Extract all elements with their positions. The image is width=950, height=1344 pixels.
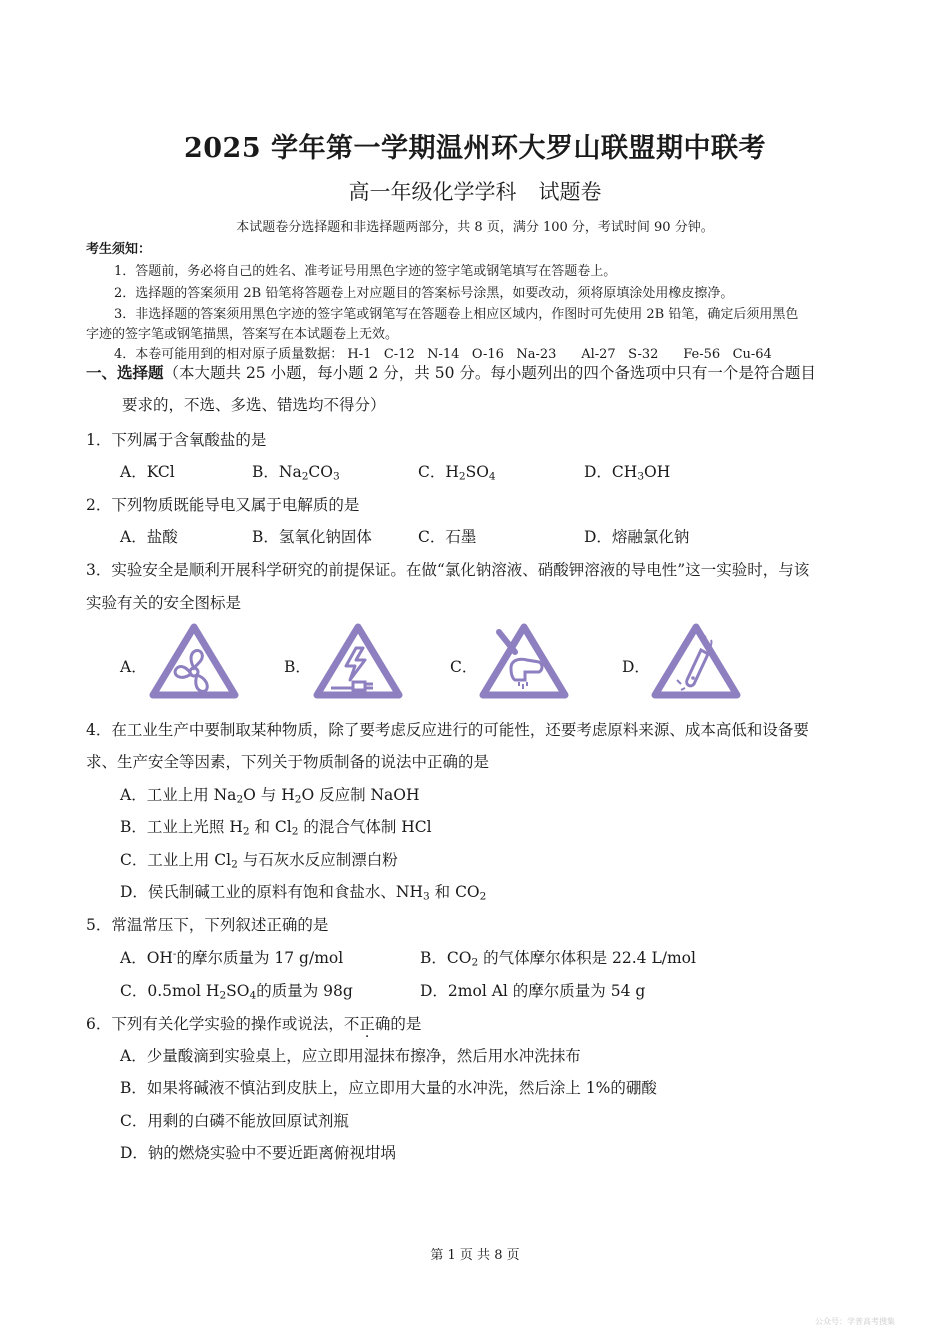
q6-stem: 6．下列有关化学实验的操作或说法，不正确的是 xyxy=(86,1015,422,1033)
section-desc: （本大题共 25 小题，每小题 2 分，共 50 分。每小题列出的四个备选项中只有一个是符合题目 xyxy=(163,364,816,382)
mass-na: Na-23 xyxy=(516,347,557,362)
q2-option-d: D．熔融氯化钠 xyxy=(584,528,690,546)
q4-option-a: A．工业上用 $Na_2O$ 与 $H_2O$ 反应制 NaOH xyxy=(120,786,420,806)
mass-o: O-16 xyxy=(471,347,504,362)
q1-option-a: A．KCl xyxy=(120,463,175,481)
q3-option-c: C． xyxy=(450,658,478,676)
q6-emphasis: 不正确 xyxy=(343,1015,391,1033)
watermark: 公众号：学普高考搜集 xyxy=(815,1317,895,1326)
q5-stem: 5．常温常压下，下列叙述正确的是 xyxy=(86,916,329,934)
q4-option-b: B．工业上光照 $H_2$ 和 $Cl_2$ 的混合气体制 HCl xyxy=(120,818,432,838)
q6-option-a: A．少量酸滴到实验桌上，应立即用湿抹布擦净，然后用水冲洗抹布 xyxy=(120,1047,581,1065)
q1-option-d: D．$CH_3OH$ xyxy=(584,463,671,483)
q3-stem-cont: 实验有关的安全图标是 xyxy=(86,594,242,612)
electric-plug-icon xyxy=(313,622,403,700)
subtitle-paper: 试题卷 xyxy=(538,180,602,204)
q5-option-c: C．0.5mol $H_2SO_4$的质量为 98g xyxy=(120,982,353,1002)
q3-option-a: A． xyxy=(120,658,147,676)
subtitle-subject: 高一年级化学学科 xyxy=(348,180,517,204)
section-title: 一、选择题 xyxy=(86,363,164,382)
mass-al: Al-27 xyxy=(581,347,616,362)
q6-option-b: B．如果将碱液不慎沾到皮肤上，应立即用大量的水冲洗，然后涂上 1%的硼酸 xyxy=(120,1079,657,1097)
q5-option-b: B．$CO_2$ 的气体摩尔体积是 22.4 L/mol xyxy=(420,949,696,969)
q1-option-b: B．$Na_2CO_3$ xyxy=(252,463,340,483)
notice-item-4-text: 4．本卷可能用到的相对原子质量数据： xyxy=(114,347,344,362)
exam-subtitle xyxy=(0,176,950,206)
q3-stem: 3．实验安全是顺利开展科学研究的前提保证。在做“氯化钠溶液、硝酸钾溶液的导电性”这一实验时，与该 xyxy=(86,561,810,579)
q3-option-d: D． xyxy=(622,658,650,676)
q1-stem: 1．下列属于含氧酸盐的是 xyxy=(86,431,267,449)
exam-title: 2025 学年第一学期温州环大罗山联盟期中联考 xyxy=(183,133,767,164)
q2-option-c: C．石墨 xyxy=(418,528,477,546)
mass-n: N-14 xyxy=(427,347,460,362)
q5-option-a: A．OH-的摩尔质量为 17 g/mol xyxy=(120,948,344,967)
q4-stem-cont: 求、生产安全等因素，下列关于物质制备的说法中正确的是 xyxy=(86,753,490,771)
exam-intro: 本试题卷分选择题和非选择题两部分，共 8 页，满分 100 分，考试时间 90 分钟。 xyxy=(236,220,714,235)
q6-option-d: D．钠的燃烧实验中不要近距离俯视坩埚 xyxy=(120,1144,396,1162)
q2-option-a: A．盐酸 xyxy=(120,528,178,546)
section-heading xyxy=(86,361,816,383)
q3-option-b: B． xyxy=(284,658,311,676)
q4-option-d: D．侯氏制碱工业的原料有饱和食盐水、$NH_3$ 和 $CO_2$ xyxy=(120,883,487,903)
notice-item-3: 3．非选择题的答案须用黑色字迹的签字笔或钢笔写在答题卷上相应区域内，作图时可先使用 2B 铅笔，确定后须用黑色 xyxy=(114,307,799,322)
mass-c: C-12 xyxy=(383,347,415,362)
notice-item-4 xyxy=(114,343,772,362)
q2-option-b: B．氢氧化钠固体 xyxy=(252,528,372,546)
notice-item-1: 1．答题前，务必将自己的姓名、准考证号用黑色字迹的签字笔或钢笔填写在答题卷上。 xyxy=(114,264,617,279)
mass-fe: Fe-56 xyxy=(683,347,721,362)
mass-cu: Cu-64 xyxy=(732,347,772,362)
section-desc-cont: 要求的，不选、多选、错选均不得分） xyxy=(122,396,386,414)
fan-icon xyxy=(149,622,239,700)
page-number: 第 1 页 共 8 页 xyxy=(430,1248,520,1263)
notice-heading: 考生须知： xyxy=(86,242,152,257)
q2-stem: 2．下列物质既能导电又属于电解质的是 xyxy=(86,496,360,514)
notice-item-2: 2．选择题的答案须用 2B 铅笔将答题卷上对应题目的答案标号涂黑，如要改动，须将原填涂处用橡皮擦净。 xyxy=(114,286,734,301)
q4-stem: 4．在工业生产中要制取某种物质，除了要考虑反应进行的可能性，还要考虑原料来源、成本高低和设备要 xyxy=(86,721,809,739)
mass-s: S-32 xyxy=(628,347,659,362)
q1-option-c: C．$H_2SO_4$ xyxy=(418,463,496,483)
q6-option-c: C．用剩的白磷不能放回原试剂瓶 xyxy=(120,1112,349,1130)
q4-option-c: C．工业上用 $Cl_2$ 与石灰水反应制漂白粉 xyxy=(120,851,398,871)
hot-tube-icon xyxy=(651,622,741,700)
q5-option-d: D．2mol Al 的摩尔质量为 54 g xyxy=(420,982,646,1000)
mass-h: H-1 xyxy=(347,347,372,362)
hand-wash-icon xyxy=(479,622,569,700)
notice-item-3-cont: 字迹的签字笔或钢笔描黑，答案写在本试题卷上无效。 xyxy=(86,327,399,342)
